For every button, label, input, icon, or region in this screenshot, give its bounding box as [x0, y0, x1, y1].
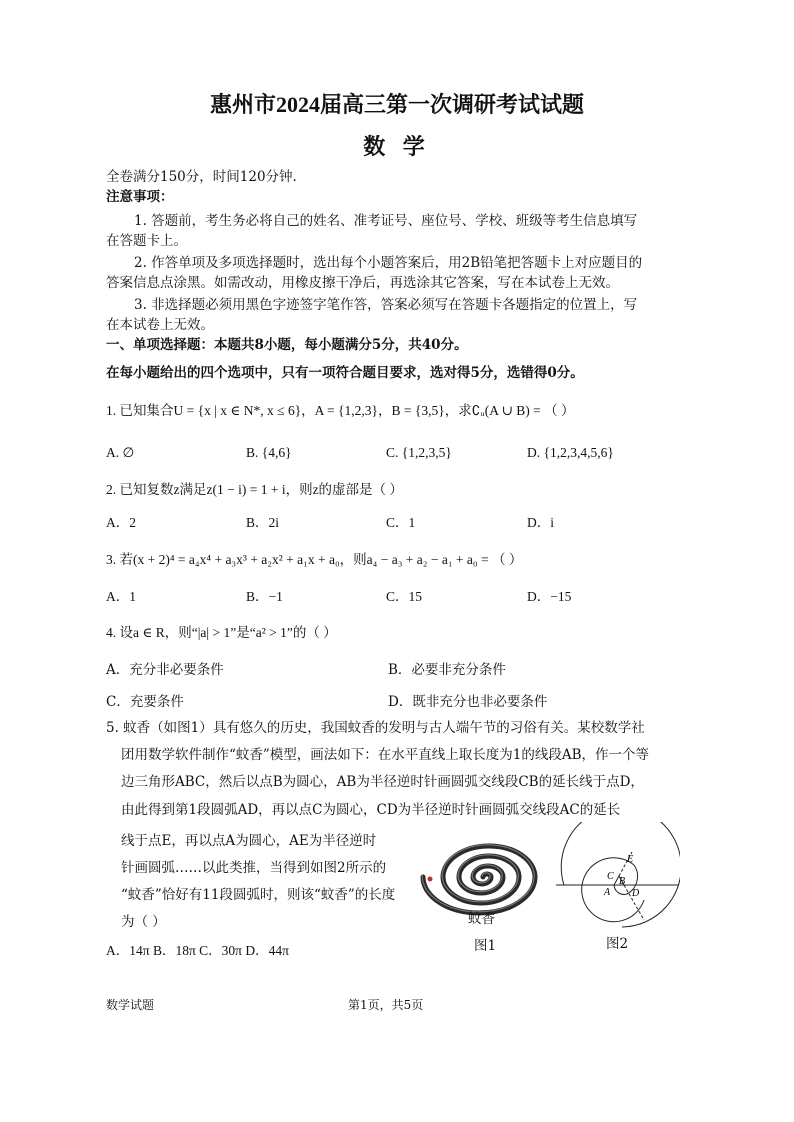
arc-construction-diagram	[556, 822, 680, 932]
q4-option-c: C．充要条件	[106, 694, 184, 710]
figure-1-caption: 蚊香	[468, 911, 495, 927]
q3-option-c: C．15	[386, 589, 423, 604]
q2-option-b: B．2i	[246, 515, 280, 530]
note-2-line-1: 2. 作答单项及多项选择题时，选出每个小题答案后，用2B铅笔把答题卡上对应题目的	[134, 255, 643, 271]
q5-line-3: 边三角形ABC，然后以点B为圆心，AB为半径逆时针画圆弧交线段CB的延长线于点D，	[121, 774, 644, 790]
q1-option-d: D. {1,2,3,4,5,6}	[527, 445, 614, 460]
q1-option-b: B. {4,6}	[246, 445, 292, 460]
figure-1-label: 图1	[474, 938, 497, 954]
note-2-line-2: 答案信息点涂黑。如需改动，用橡皮擦干净后，再选涂其它答案，写在本试卷上无效。	[106, 275, 619, 291]
outer-arc	[561, 822, 680, 927]
figure-2-label: 图2	[606, 936, 629, 952]
note-1-line-2: 在答题卡上。	[106, 233, 187, 249]
q2-option-c: C．1	[386, 515, 416, 530]
q2-option-a: A．2	[106, 515, 136, 530]
q3-option-b: B．−1	[246, 589, 283, 604]
note-1-line-1: 1. 答题前，考生务必将自己的姓名、准考证号、座位号、学校、班级等考生信息填写	[134, 213, 638, 229]
q1-option-a: A. ∅	[106, 445, 135, 460]
section-heading: 一、单项选择题：本题共8小题，每小题满分5分，共40分。	[106, 337, 468, 353]
mosquito-coil-figure	[420, 832, 554, 922]
q5-line-2: 团用数学软件制作“蚊香”模型，画法如下：在水平直线上取长度为1的线段AB，作一个等	[121, 747, 650, 763]
q2-stem: 2. 已知复数z满足z(1 − i) = 1 + i，则z的虚部是（ ）	[106, 482, 403, 497]
footer-subject: 数学试题	[106, 998, 155, 1012]
note-3-line-2: 在本试卷上无效。	[106, 317, 214, 333]
point-label-a: A	[604, 887, 611, 898]
q4-option-a: A．充分非必要条件	[106, 662, 224, 678]
q5-line-4: 由此得到第1段圆弧AD，再以点C为圆心，CD为半径逆时针画圆弧交线段AC的延长	[121, 802, 621, 818]
q3-stem: 3. 若(x + 2)⁴ = a₄x⁴ + a₃x³ + a₂x² + a₁x + a₀，则a₄ − a₃ + a₂ − a₁ + a₀ = （ ）	[106, 552, 523, 567]
q5-line-7: “蚊香”恰好有11段圆弧时，则该“蚊香”的长度	[121, 887, 396, 903]
q5-options: A．14π B．18π C．30π D．44π	[106, 943, 289, 958]
q5-line-5: 线于点E，再以点A为圆心，AE为半径逆时	[121, 833, 377, 849]
mosquito-coil-image	[422, 845, 535, 913]
footer-page-number: 第1页，共5页	[348, 998, 424, 1012]
q3-option-d: D．−15	[527, 589, 572, 604]
q4-stem: 4. 设a ∈ R，则“|a| > 1”是“a² > 1”的（ ）	[106, 625, 337, 640]
point-label-e: E	[627, 854, 634, 865]
q5-line-1: 5. 蚊香（如图1）具有悠久的历史，我国蚊香的发明与古人端午节的习俗有关。某校数学社	[106, 720, 645, 736]
q2-option-d: D．i	[527, 515, 554, 530]
point-label-c: C	[607, 871, 614, 882]
q5-line-8: 为（ ）	[121, 914, 166, 930]
full-score-text: 全卷满分150分，时间120分钟.	[106, 169, 297, 185]
q5-line-6: 针画圆弧……以此类推，当得到如图2所示的	[121, 860, 387, 876]
note-3-line-1: 3. 非选择题必须用黑色字迹签字笔作答，答案必须写在答题卡各题指定的位置上，写	[134, 297, 638, 313]
q1-stem: 1. 已知集合U = {x | x ∈ N*, x ≤ 6}，A = {1,2,3}，B = {3,5}，求∁ᵤ(A ∪ B) = （ ）	[106, 403, 575, 418]
point-label-b: B	[619, 876, 626, 887]
q1-option-c: C. {1,2,3,5}	[386, 445, 452, 460]
q4-option-b: B．必要非充分条件	[388, 662, 506, 678]
q3-option-a: A．1	[106, 589, 136, 604]
notes-heading: 注意事项：	[106, 189, 174, 205]
q4-option-d: D．既非充分也非必要条件	[388, 694, 548, 710]
subject-title: 数 学	[363, 134, 431, 159]
exam-title: 惠州市2024届高三第一次调研考试试题	[209, 92, 584, 117]
point-label-d: D	[632, 888, 640, 899]
section-instruction: 在每小题给出的四个选项中，只有一项符合题目要求，选对得5分，选错得0分。	[106, 365, 584, 381]
